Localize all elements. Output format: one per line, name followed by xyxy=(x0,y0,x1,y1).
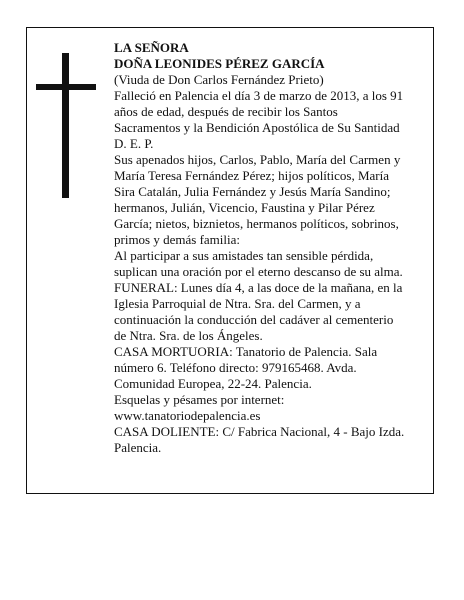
cross-vertical-bar xyxy=(62,53,69,198)
text-line: suplican una oración por el eterno descanso de su alma. xyxy=(114,264,403,279)
text-line: primos y demás familia: xyxy=(114,232,241,247)
text-line: número 6. Teléfono directo: 979165468. Avda. xyxy=(114,360,357,375)
text-line: CASA MORTUORIA: Tanatorio de Palencia. Sala xyxy=(114,344,378,359)
text-line: FUNERAL: Lunes día 4, a las doce de la mañana, en la xyxy=(114,280,403,295)
cross-icon xyxy=(36,53,96,198)
text-line: Sus apenados hijos, Carlos, Pablo, María del Carmen y xyxy=(114,152,401,167)
text-line: Al participar a sus amistades tan sensible pérdida, xyxy=(114,248,374,263)
text-line: hermanos, Julián, Vicencio, Faustina y Pilar Pérez xyxy=(114,200,375,215)
notice-heading-title: LA SEÑORA xyxy=(114,40,189,55)
text-line: www.tanatoriodepalencia.es xyxy=(114,408,261,423)
text-line: Sira Catalán, Julia Fernández y Jesús María Sandino; xyxy=(114,184,391,199)
obituary-text xyxy=(114,40,422,456)
text-line: Comunidad Europea, 22-24. Palencia. xyxy=(114,376,312,391)
text-line: Falleció en Palencia el día 3 de marzo de 2013, a los 91 xyxy=(114,88,404,103)
text-line: Iglesia Parroquial de Ntra. Sra. del Carmen, y a xyxy=(114,296,361,311)
widow-subtitle: (Viuda de Don Carlos Fernández Prieto) xyxy=(114,72,324,87)
deceased-name: DOÑA LEONIDES PÉREZ GARCÍA xyxy=(114,56,325,71)
text-line: de Ntra. Sra. de los Ángeles. xyxy=(114,328,263,343)
text-line: María Teresa Fernández Pérez; hijos políticos, María xyxy=(114,168,390,183)
cross-horizontal-bar xyxy=(36,84,96,90)
text-line: Esquelas y pésames por internet: xyxy=(114,392,285,407)
text-line: continuación la conducción del cadáver al cementerio xyxy=(114,312,394,327)
text-line: CASA DOLIENTE: C/ Fabrica Nacional, 4 - Bajo Izda. xyxy=(114,424,405,439)
text-line: Sacramentos y la Bendición Apostólica de Su Santidad xyxy=(114,120,400,135)
text-line: años de edad, después de recibir los Santos xyxy=(114,104,338,119)
text-line: Palencia. xyxy=(114,440,162,455)
text-line: D. E. P. xyxy=(114,136,154,151)
text-line: García; nietos, biznietos, hermanos políticos, sobrinos, xyxy=(114,216,399,231)
